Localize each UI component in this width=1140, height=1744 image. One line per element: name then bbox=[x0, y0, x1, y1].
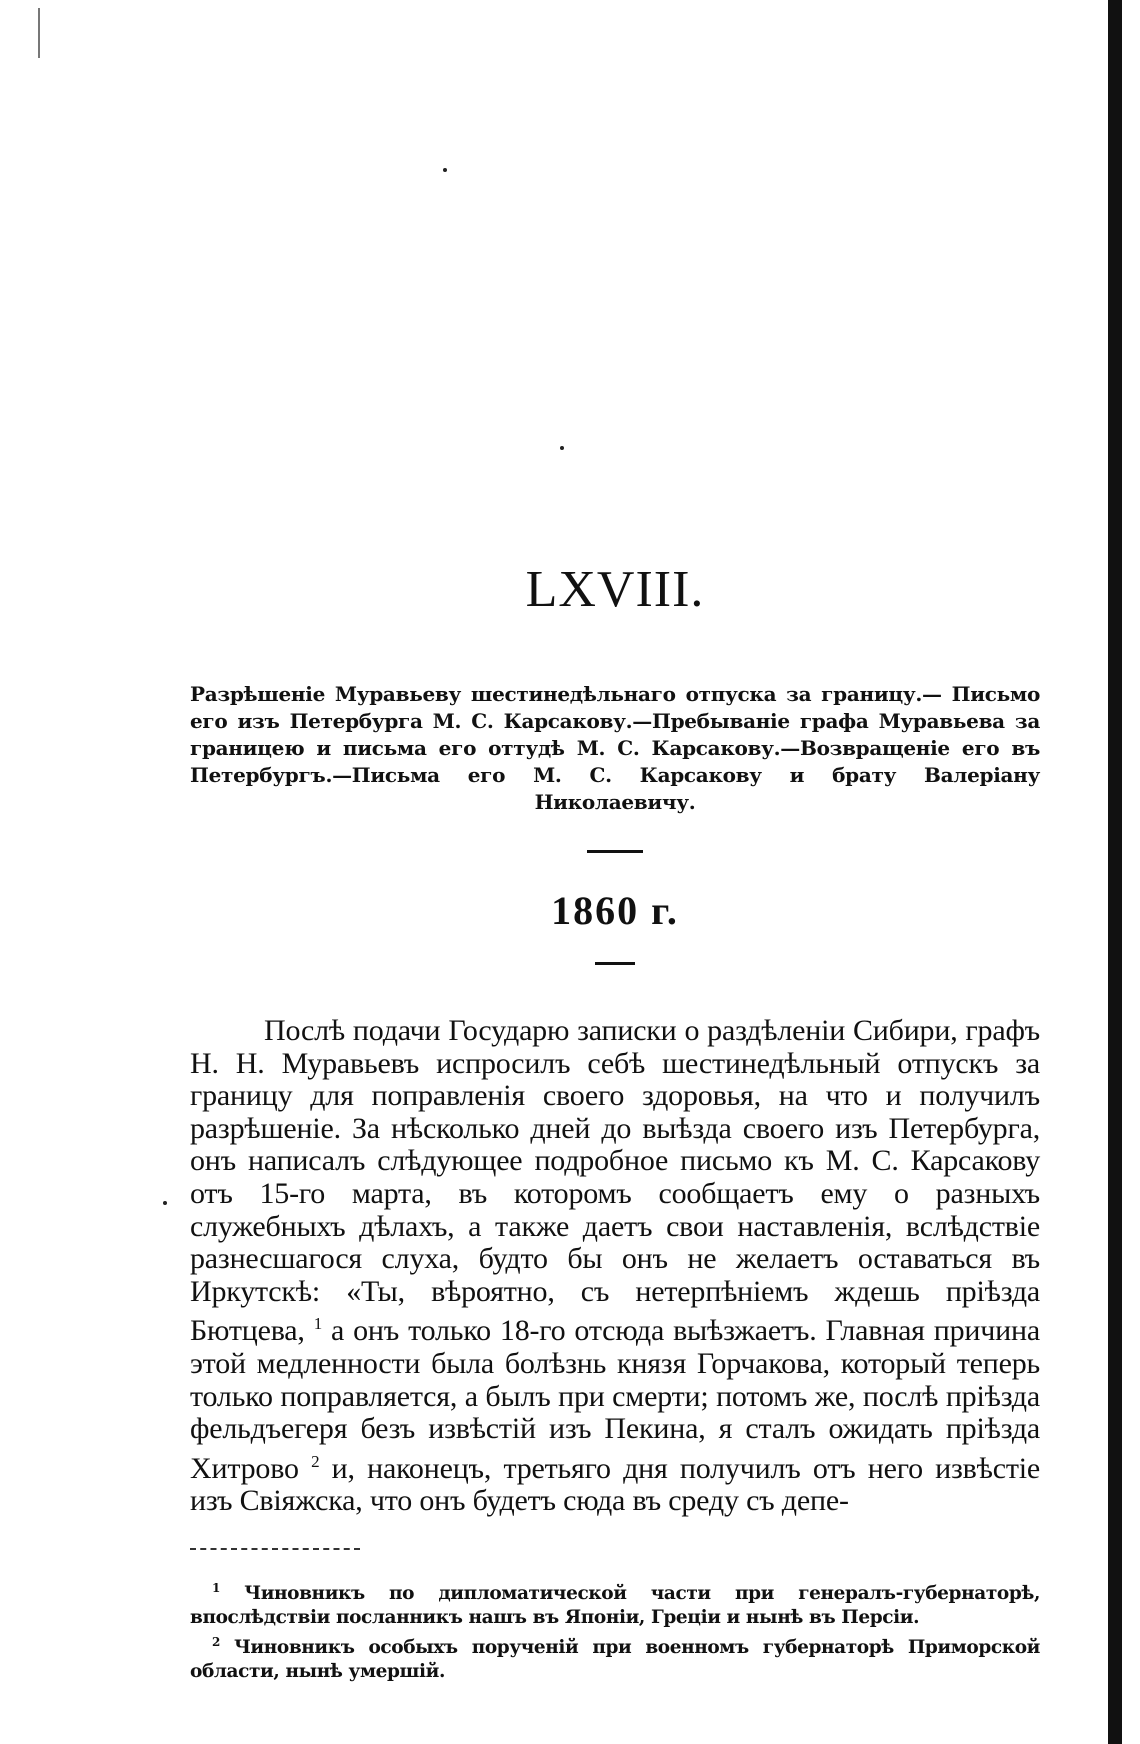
scan-speck bbox=[163, 1201, 167, 1205]
page-content bbox=[190, 560, 1040, 1684]
footnote-ref-2: 2 bbox=[311, 1451, 320, 1471]
footnote bbox=[190, 1630, 1040, 1684]
chapter-synopsis: Разрѣшеніе Муравьеву шестинедѣльнаго отпуска за границу.— Письмо его изъ Петербурга М. С. Карсакову.—Пребываніе графа Муравьева за границею и письма его оттудѣ М. С. Карсакову.—Возвращеніе его въ Петербургъ.—Письма его М. С. Карсакову и брату Валеріану Николаевичу. bbox=[190, 682, 1040, 814]
footnote-ref-1: 1 bbox=[313, 1314, 323, 1334]
body-paragraph bbox=[190, 1015, 1040, 1518]
footnote-mark: 1 bbox=[212, 1580, 220, 1595]
ornamental-rule bbox=[595, 962, 635, 965]
scan-speck bbox=[560, 446, 564, 450]
body-text-part: Послѣ подачи Государю записки о раздѣленіи Сибири, графъ Н. Н. Муравьевъ испросилъ себѣ шестинедѣльный отпускъ за границу для поправленія своего здоровья, на что и получилъ разрѣшеніе. За нѣсколько дней до выѣзда своего изъ Петербурга, онъ написалъ слѣдующее подробное письмо къ М. С. Карсакову отъ 15-го марта, въ которомъ сообщаетъ ему о разныхъ служебныхъ дѣлахъ, а также даетъ свои наставленія, вслѣдствіе разнесшагося слуха, будто бы онъ не желаетъ оставаться въ Иркутскѣ: «Ты, вѣроятно, съ нетерпѣніемъ ждешь пріѣзда Бютцева, bbox=[190, 1014, 1040, 1348]
footnote-text: Чиновникъ особыхъ порученій при военномъ губернаторѣ Приморской области, нынѣ умершій. bbox=[190, 1637, 1040, 1683]
footnote-separator bbox=[190, 1548, 360, 1550]
body-text-part: и, наконецъ, третьяго дня получилъ отъ него извѣстіе изъ Свіяжска, что онъ будетъ сюда въ среду съ депе- bbox=[190, 1451, 1040, 1518]
footnote-mark: 2 bbox=[212, 1635, 220, 1650]
body-text-part: а онъ только 18-го отсюда выѣзжаетъ. Главная причина этой медленности была болѣзнь князя Горчакова, который теперь только поправляется, а былъ при смерти; потомъ же, послѣ пріѣзда фельдъегеря безъ извѣстій изъ Пекина, я сталъ ожидать пріѣзда Хитрово bbox=[190, 1314, 1040, 1485]
footnote bbox=[190, 1576, 1040, 1630]
year-heading: 1860 г. bbox=[551, 888, 679, 933]
chapter-number: LXVIII. bbox=[525, 561, 705, 618]
scan-speck bbox=[443, 168, 447, 172]
footnotes bbox=[190, 1576, 1040, 1684]
ornamental-rule bbox=[587, 850, 643, 853]
scan-edge-left bbox=[38, 8, 40, 58]
footnote-text: Чиновникъ по дипломатической части при генералъ-губернаторѣ, впослѣдствіи посланникъ нашъ въ Японіи, Греціи и нынѣ въ Персіи. bbox=[190, 1583, 1041, 1629]
body-text bbox=[190, 1015, 1040, 1518]
scan-edge-right bbox=[1108, 0, 1122, 1744]
